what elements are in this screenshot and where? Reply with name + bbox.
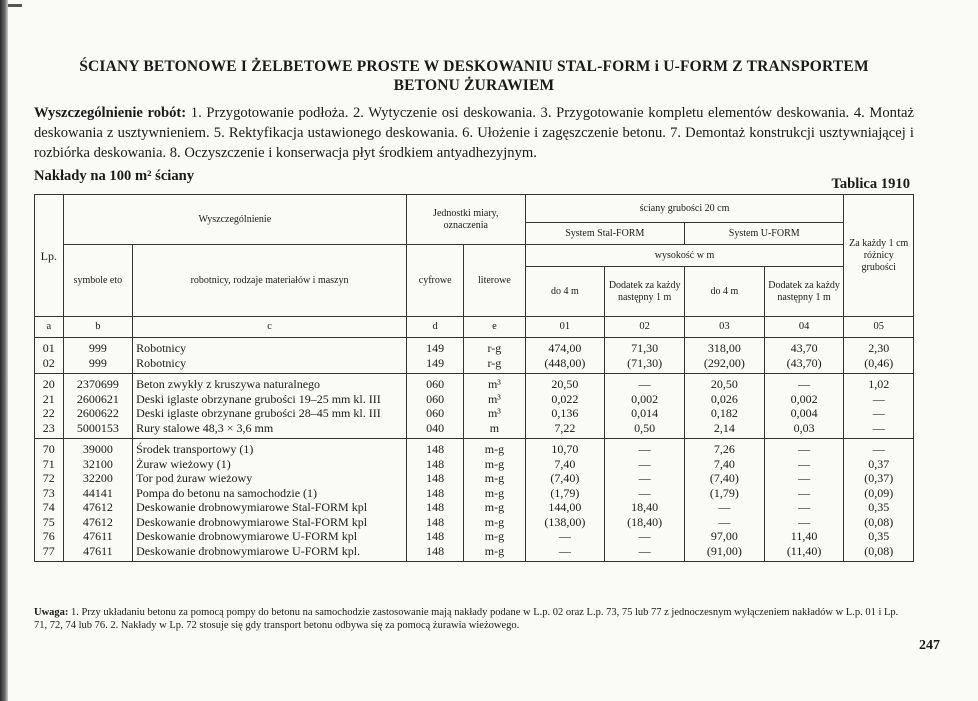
- symbol-cell: [63, 338, 132, 374]
- value-03-cell: [685, 374, 765, 439]
- cell-line: 97,00: [710, 529, 738, 543]
- cell-line: —: [872, 442, 885, 456]
- value-02-cell: [605, 374, 685, 439]
- value-01-cell: [525, 439, 605, 562]
- cell-line: 7,22: [554, 420, 576, 435]
- cell-line: (71,30): [627, 355, 663, 370]
- cell-line: —: [558, 543, 571, 558]
- cell-line: 0,37: [868, 456, 890, 471]
- cell-line: 70: [42, 442, 55, 456]
- cell-line: 149: [426, 355, 445, 370]
- header-do4m-u: do 4 m: [685, 267, 765, 317]
- table-number: Tablica 1910: [831, 176, 910, 192]
- cell-line: 2600621: [76, 391, 119, 406]
- letter-05: 05: [844, 317, 914, 338]
- cell-line: (448,00): [544, 355, 586, 370]
- cell-line: (43,70): [786, 355, 822, 370]
- cell-line: r-g: [487, 355, 502, 370]
- value-01-cell: [525, 338, 605, 374]
- cell-line: 2600622: [76, 406, 119, 420]
- cell-line: —: [638, 442, 651, 456]
- title-line-2: BETONU ŻURAWIEM: [393, 77, 555, 94]
- unit-letter-cell: [464, 338, 525, 374]
- cell-line: (0,08): [864, 514, 894, 529]
- header-do4m-stal: do 4 m: [525, 267, 605, 317]
- name-cell: [133, 439, 407, 562]
- cell-line: —: [872, 391, 885, 406]
- cell-line: (1,79): [709, 485, 739, 500]
- cell-line: 0,002: [631, 391, 659, 406]
- cell-line: 47612: [82, 514, 113, 529]
- cell-line: 7,40: [554, 456, 576, 471]
- cell-line: —: [718, 500, 731, 514]
- cell-line: Deskowanie drobnowymiarowe U-FORM kpl.: [136, 543, 361, 558]
- value-04-cell: [764, 338, 844, 374]
- header-wyszczegolnienie: Wyszczególnienie: [63, 195, 406, 245]
- value-03-cell: [685, 439, 765, 562]
- cell-line: —: [558, 529, 571, 543]
- title-line-1: ŚCIANY BETONOWE I ŻELBETOWE PROSTE W DESKOWANIU STAL-FORM i U-FORM Z TRANSPORTEM: [79, 58, 869, 75]
- cell-line: Deskowanie drobnowymiarowe Stal-FORM kpl: [136, 500, 368, 514]
- cell-line: —: [638, 471, 651, 485]
- cell-line: (1,79): [550, 485, 580, 500]
- cell-line: 72: [42, 471, 55, 485]
- cell-line: m³: [487, 377, 501, 391]
- cell-line: 148: [426, 471, 445, 485]
- cell-line: —: [718, 514, 731, 529]
- cell-line: 21: [42, 391, 55, 406]
- cell-line: —: [638, 543, 651, 558]
- cell-line: 148: [426, 529, 445, 543]
- column-letters-row: [35, 317, 914, 338]
- description-label: Wyszczególnienie robót:: [34, 105, 187, 121]
- cell-line: 7,26: [713, 442, 735, 456]
- cell-line: 148: [426, 543, 445, 558]
- cell-line: m-g: [484, 471, 505, 485]
- header-za-kazdy: Za każdy 1 cm różnicy grubości: [844, 195, 914, 317]
- cell-line: (7,40): [550, 471, 580, 485]
- cell-line: 02: [42, 355, 55, 370]
- value-02-cell: [605, 439, 685, 562]
- letter-c: c: [133, 317, 407, 338]
- letter-03: 03: [685, 317, 765, 338]
- cell-line: 999: [88, 355, 107, 370]
- cell-line: 0,022: [551, 391, 579, 406]
- unit-letter-cell: [464, 374, 525, 439]
- cell-line: 71: [42, 456, 55, 471]
- cell-line: 32100: [82, 456, 113, 471]
- cell-line: 44141: [82, 485, 113, 500]
- footnote: [34, 606, 914, 632]
- cell-line: —: [798, 485, 811, 500]
- cell-line: 20,50: [710, 377, 738, 391]
- cell-line: —: [798, 500, 811, 514]
- header-stal-form: System Stal-FORM: [525, 223, 684, 245]
- lp-cell: [35, 439, 64, 562]
- unit-digit-cell: [407, 374, 464, 439]
- header-robotnicy-rodzaje: robotnicy, rodzaje materiałów i maszyn: [133, 245, 407, 317]
- name-cell: [133, 374, 407, 439]
- cell-line: 060: [426, 406, 445, 420]
- cell-line: 20: [42, 377, 55, 391]
- lp-cell: [35, 338, 64, 374]
- cell-line: 148: [426, 456, 445, 471]
- cell-line: —: [798, 377, 811, 391]
- cell-line: m-g: [484, 543, 505, 558]
- value-03-cell: [685, 338, 765, 374]
- unit-letter-cell: [464, 439, 525, 562]
- cell-line: m-g: [484, 529, 505, 543]
- cell-line: (0,37): [864, 471, 894, 485]
- header-literowe: literowe: [464, 245, 525, 317]
- cell-line: m-g: [484, 485, 505, 500]
- unit-digit-cell: [407, 439, 464, 562]
- naklady-heading: Nakłady na 100 m² ściany: [34, 168, 195, 184]
- lp-cell: [35, 374, 64, 439]
- cell-line: —: [798, 456, 811, 471]
- cell-line: 74: [42, 500, 55, 514]
- table-row: [35, 338, 914, 374]
- cell-line: 474,00: [548, 341, 582, 355]
- cell-line: 20,50: [551, 377, 579, 391]
- header-dodatek-stal: Dodatek za każdy następny 1 m: [605, 267, 685, 317]
- cell-line: —: [798, 514, 811, 529]
- letter-e: e: [464, 317, 525, 338]
- description-text: 1. Przygotowanie podłoża. 2. Wytyczenie osi deskowania. 3. Przygotowanie kompletu elementów deskowania. 4. Montaż deskowania z usztywnieniem. 5. Rektyfikacja ustawionego deskowania. 6. Ułożenie i zagęszczenie betonu. 7. Demontaż konstrukcji usztywniającej i rozbiórka deskowania. 8. Oczyszczenie i konserwacja płyt środkiem antyadhezyjnym.: [34, 105, 914, 161]
- cell-line: 148: [426, 514, 445, 529]
- cell-line: Pompa do betonu na samochodzie (1): [136, 485, 318, 500]
- cell-line: 2370699: [76, 377, 119, 391]
- cell-line: (11,40): [786, 543, 822, 558]
- cell-line: Robotnicy: [136, 341, 187, 355]
- cell-line: 39000: [82, 442, 113, 456]
- cell-line: 0,182: [710, 406, 738, 420]
- header-symbole: symbole eto: [63, 245, 132, 317]
- cell-line: (91,00): [706, 543, 742, 558]
- page-title: [34, 57, 914, 95]
- cell-line: —: [872, 406, 885, 420]
- letter-02: 02: [605, 317, 685, 338]
- cell-line: 43,70: [790, 341, 818, 355]
- cell-line: 0,014: [631, 406, 659, 420]
- cell-line: Deski iglaste obrzynane grubości 19–25 mm kl. III: [136, 391, 381, 406]
- value-04-cell: [764, 439, 844, 562]
- cell-line: 0,026: [710, 391, 738, 406]
- cell-line: Środek transportowy (1): [136, 442, 254, 456]
- cell-line: 999: [88, 341, 107, 355]
- cell-line: 23: [42, 420, 55, 435]
- header-u-form: System U-FORM: [685, 223, 844, 245]
- header-wysokosc: wysokość w m: [525, 245, 844, 267]
- cell-line: m-g: [484, 442, 505, 456]
- cell-line: 0,50: [634, 420, 656, 435]
- cell-line: 7,40: [713, 456, 735, 471]
- cell-line: —: [638, 485, 651, 500]
- cell-line: 77: [42, 543, 55, 558]
- cell-line: —: [798, 442, 811, 456]
- cell-line: (0,09): [864, 485, 894, 500]
- norms-table: [34, 194, 914, 562]
- cell-line: m-g: [484, 500, 505, 514]
- cell-line: m-g: [484, 514, 505, 529]
- cell-line: Deskowanie drobnowymiarowe Stal-FORM kpl: [136, 514, 368, 529]
- cell-line: 148: [426, 442, 445, 456]
- header-lp: Lp.: [35, 195, 64, 317]
- cell-line: 2,30: [868, 341, 890, 355]
- cell-line: 5000153: [76, 420, 119, 435]
- cell-line: Robotnicy: [136, 355, 187, 370]
- header-sciany: ściany grubości 20 cm: [525, 195, 844, 223]
- cell-line: 318,00: [707, 341, 741, 355]
- cell-line: m: [489, 420, 500, 435]
- page-binding-edge: [0, 0, 8, 701]
- cell-line: 47612: [82, 500, 113, 514]
- cell-line: 0,004: [790, 406, 818, 420]
- cell-line: —: [798, 471, 811, 485]
- cell-line: (0,08): [864, 543, 894, 558]
- header-cyfrowe: cyfrowe: [407, 245, 464, 317]
- corner-mark: [8, 4, 22, 7]
- cell-line: 47611: [83, 543, 113, 558]
- value-04-cell: [764, 374, 844, 439]
- cell-line: 0,35: [868, 529, 890, 543]
- cell-line: —: [638, 529, 651, 543]
- cell-line: 75: [42, 514, 55, 529]
- letter-01: 01: [525, 317, 605, 338]
- cell-line: 149: [426, 341, 445, 355]
- letter-d: d: [407, 317, 464, 338]
- cell-line: 144,00: [548, 500, 582, 514]
- cell-line: m-g: [484, 456, 505, 471]
- unit-digit-cell: [407, 338, 464, 374]
- cell-line: Rury stalowe 48,3 × 3,6 mm: [136, 420, 274, 435]
- cell-line: 18,40: [631, 500, 659, 514]
- page-number: 247: [919, 638, 940, 653]
- cell-line: 0,03: [793, 420, 815, 435]
- cell-line: Tor pod żuraw wieżowy: [136, 471, 253, 485]
- cell-line: 22: [42, 406, 55, 420]
- letter-04: 04: [764, 317, 844, 338]
- value-05-cell: [844, 439, 914, 562]
- cell-line: (7,40): [709, 471, 739, 485]
- cell-line: 10,70: [551, 442, 579, 456]
- work-description: [34, 103, 914, 163]
- value-01-cell: [525, 374, 605, 439]
- cell-line: Żuraw wieżowy (1): [136, 456, 231, 471]
- cell-line: —: [872, 420, 885, 435]
- name-cell: [133, 338, 407, 374]
- header-jednostki: Jednostki miary, oznaczenia: [407, 195, 526, 245]
- cell-line: —: [638, 377, 651, 391]
- letter-b: b: [63, 317, 132, 338]
- value-05-cell: [844, 338, 914, 374]
- symbol-cell: [63, 439, 132, 562]
- cell-line: 73: [42, 485, 55, 500]
- cell-line: (292,00): [703, 355, 745, 370]
- cell-line: 148: [426, 500, 445, 514]
- cell-line: 148: [426, 485, 445, 500]
- cell-line: Beton zwykły z kruszywa naturalnego: [136, 377, 321, 391]
- letter-a: a: [35, 317, 64, 338]
- symbol-cell: [63, 374, 132, 439]
- cell-line: r-g: [487, 341, 502, 355]
- cell-line: 1,02: [868, 377, 890, 391]
- cell-line: 0,35: [868, 500, 890, 514]
- value-02-cell: [605, 338, 685, 374]
- cell-line: m³: [487, 406, 501, 420]
- cell-line: (18,40): [627, 514, 663, 529]
- cell-line: 040: [426, 420, 445, 435]
- cell-line: 76: [42, 529, 55, 543]
- value-05-cell: [844, 374, 914, 439]
- table-row: [35, 374, 914, 439]
- note-label: Uwaga:: [34, 607, 69, 618]
- cell-line: 060: [426, 377, 445, 391]
- cell-line: 0,002: [790, 391, 818, 406]
- cell-line: 0,136: [551, 406, 579, 420]
- cell-line: 060: [426, 391, 445, 406]
- cell-line: 71,30: [631, 341, 659, 355]
- header-dodatek-u: Dodatek za każdy następny 1 m: [764, 267, 844, 317]
- cell-line: 2,14: [713, 420, 735, 435]
- cell-line: 47611: [83, 529, 113, 543]
- note-text: 1. Przy układaniu betonu za pomocą pompy do betonu na samochodzie zastosowanie mają nakłady podane w L.p. 02 oraz L.p. 73, 75 lub 77 z jednoczesnym wyłączeniem nakładów w L.p. 01 i Lp. 71, 72, 74 lub 76. 2. Nakłady w Lp. 72 stosuje się gdy transport betonu odbywa się za pomocą żurawia wieżowego.: [34, 607, 899, 631]
- cell-line: m³: [487, 391, 501, 406]
- cell-line: (0,46): [864, 355, 894, 370]
- cell-line: 11,40: [790, 529, 818, 543]
- cell-line: (138,00): [544, 514, 586, 529]
- cell-line: —: [638, 456, 651, 471]
- cell-line: Deskowanie drobnowymiarowe U-FORM kpl: [136, 529, 358, 543]
- cell-line: Deski iglaste obrzynane grubości 28–45 mm kl. III: [136, 406, 381, 420]
- cell-line: 32200: [82, 471, 113, 485]
- cell-line: 01: [42, 341, 55, 355]
- table-row: [35, 439, 914, 562]
